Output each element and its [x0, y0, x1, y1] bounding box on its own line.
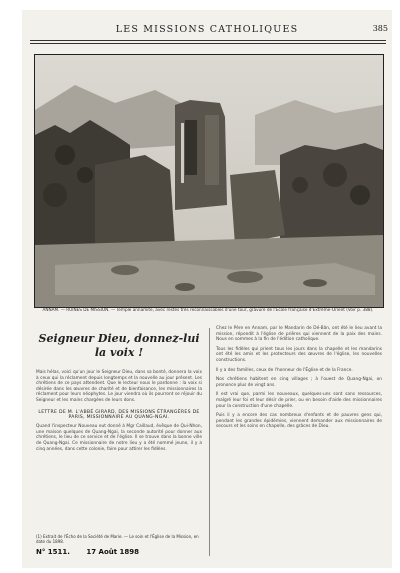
header-rule [30, 40, 386, 41]
issue-date: 17 Août 1898 [86, 548, 140, 556]
left-column [36, 326, 202, 456]
right-paragraph-1: Chez le Père en Annam, par le Mandarin de Dé-Bân, ont été le lieu avant la mission, répondit à l'église de prières qui viennent de la paix des mains. Nous en sommes à la fin de l'édition catholique. [216, 326, 382, 343]
right-paragraph-4: Nos chrétiens habitent en cinq villages ; à l'ouest de Quang-Ngai, on prononce plus de vingt ans. [216, 377, 382, 388]
ruins-photograph [34, 54, 384, 308]
letter-heading: LETTRE DE M. L'ABBÉ GIRARD, DES MISSIONS ÉTRANGÈRES DE PARIS, MISSIONNAIRE AU QUANG-NGAI. [38, 409, 200, 421]
right-column [216, 326, 382, 434]
running-head: LES MISSIONS CATHOLIQUES [115, 24, 299, 35]
letter-paragraph: Quand l'inspecteur Nouveau eut donné à Mgr Caillaud, évêque de Qui-Nhon, une maison quelques de Quang-Ngai, la seconde autorité pour donner aux chrétiens, le lieu de ce service et de l'église. Il se trouve dans la bonne ville de Quang-Ngai. Ce missionnaire de notre lieu y a été nommé jeune, il y a cinq années, dans cette colonie, faire pour attirer les fidèles. [36, 424, 202, 452]
right-paragraph-2: Tous les fidèles qui prient tous les jours dans la chapelle et les mandarins ont été les amis et les protecteurs des œuvres de l'église, les nouvelles constructions. [216, 346, 382, 363]
issue-number: N° 1511. [36, 548, 70, 556]
header-rule-secondary [30, 43, 386, 44]
page-number: 385 [372, 24, 388, 33]
footnote: (1) Extrait de l'Écho de la Société de Marie. — Le soin et l'Église de la Mission, en date du 1898. [36, 534, 199, 544]
issue-line [36, 548, 139, 556]
intro-paragraph: Mais hélas, voici qu'un jour le Seigneur Dieu, dans sa bonté, donnera la voix à ceux qui la réclament depuis longtemps et la nouvelle au jour présent. Les chrétiens de ce pays attendent. Que le lecteur nous le pardonne : la voix si désirée dans les œuvres de charité et de bienfaisance, les missionnaires la réclament pour leurs néophytes. Le jour viendra où ils pourront se réjouir du Seigneur et les mains chargées de leurs dons. [36, 370, 202, 403]
right-paragraph-3: Il y a des familles, ceux de l'honneur de l'Église et de la France. [216, 367, 353, 373]
poem-title: Seigneur Dieu, donnez-lui la voix ! [38, 332, 200, 359]
page [22, 10, 392, 568]
right-paragraph-6: Puis il y a encore des cas nombreux d'enfants et de pauvres gens qui, pendant les grandes épidémies, viennent demander aux missionnaires de secours et les soins en chapelle, des grâces de Dieu. [216, 413, 382, 430]
figure-caption: ANNAM. — RUINES DE MISSION. — Temple annamite, avec restes très reconnaissables d'une tour, gravure de l'École française d'Extrême-Orient (Voir p. 388). [42, 307, 374, 312]
right-paragraph-5: Il est vrai que, parmi les nouveaux, quelques-uns sont sans ressources, malgré leur foi et leur désir de prier, ou en besoin d'aide des missionnaires pour la construction d'une chapelle. [216, 392, 382, 409]
column-divider [209, 328, 210, 556]
ruins-engraving [35, 55, 383, 307]
